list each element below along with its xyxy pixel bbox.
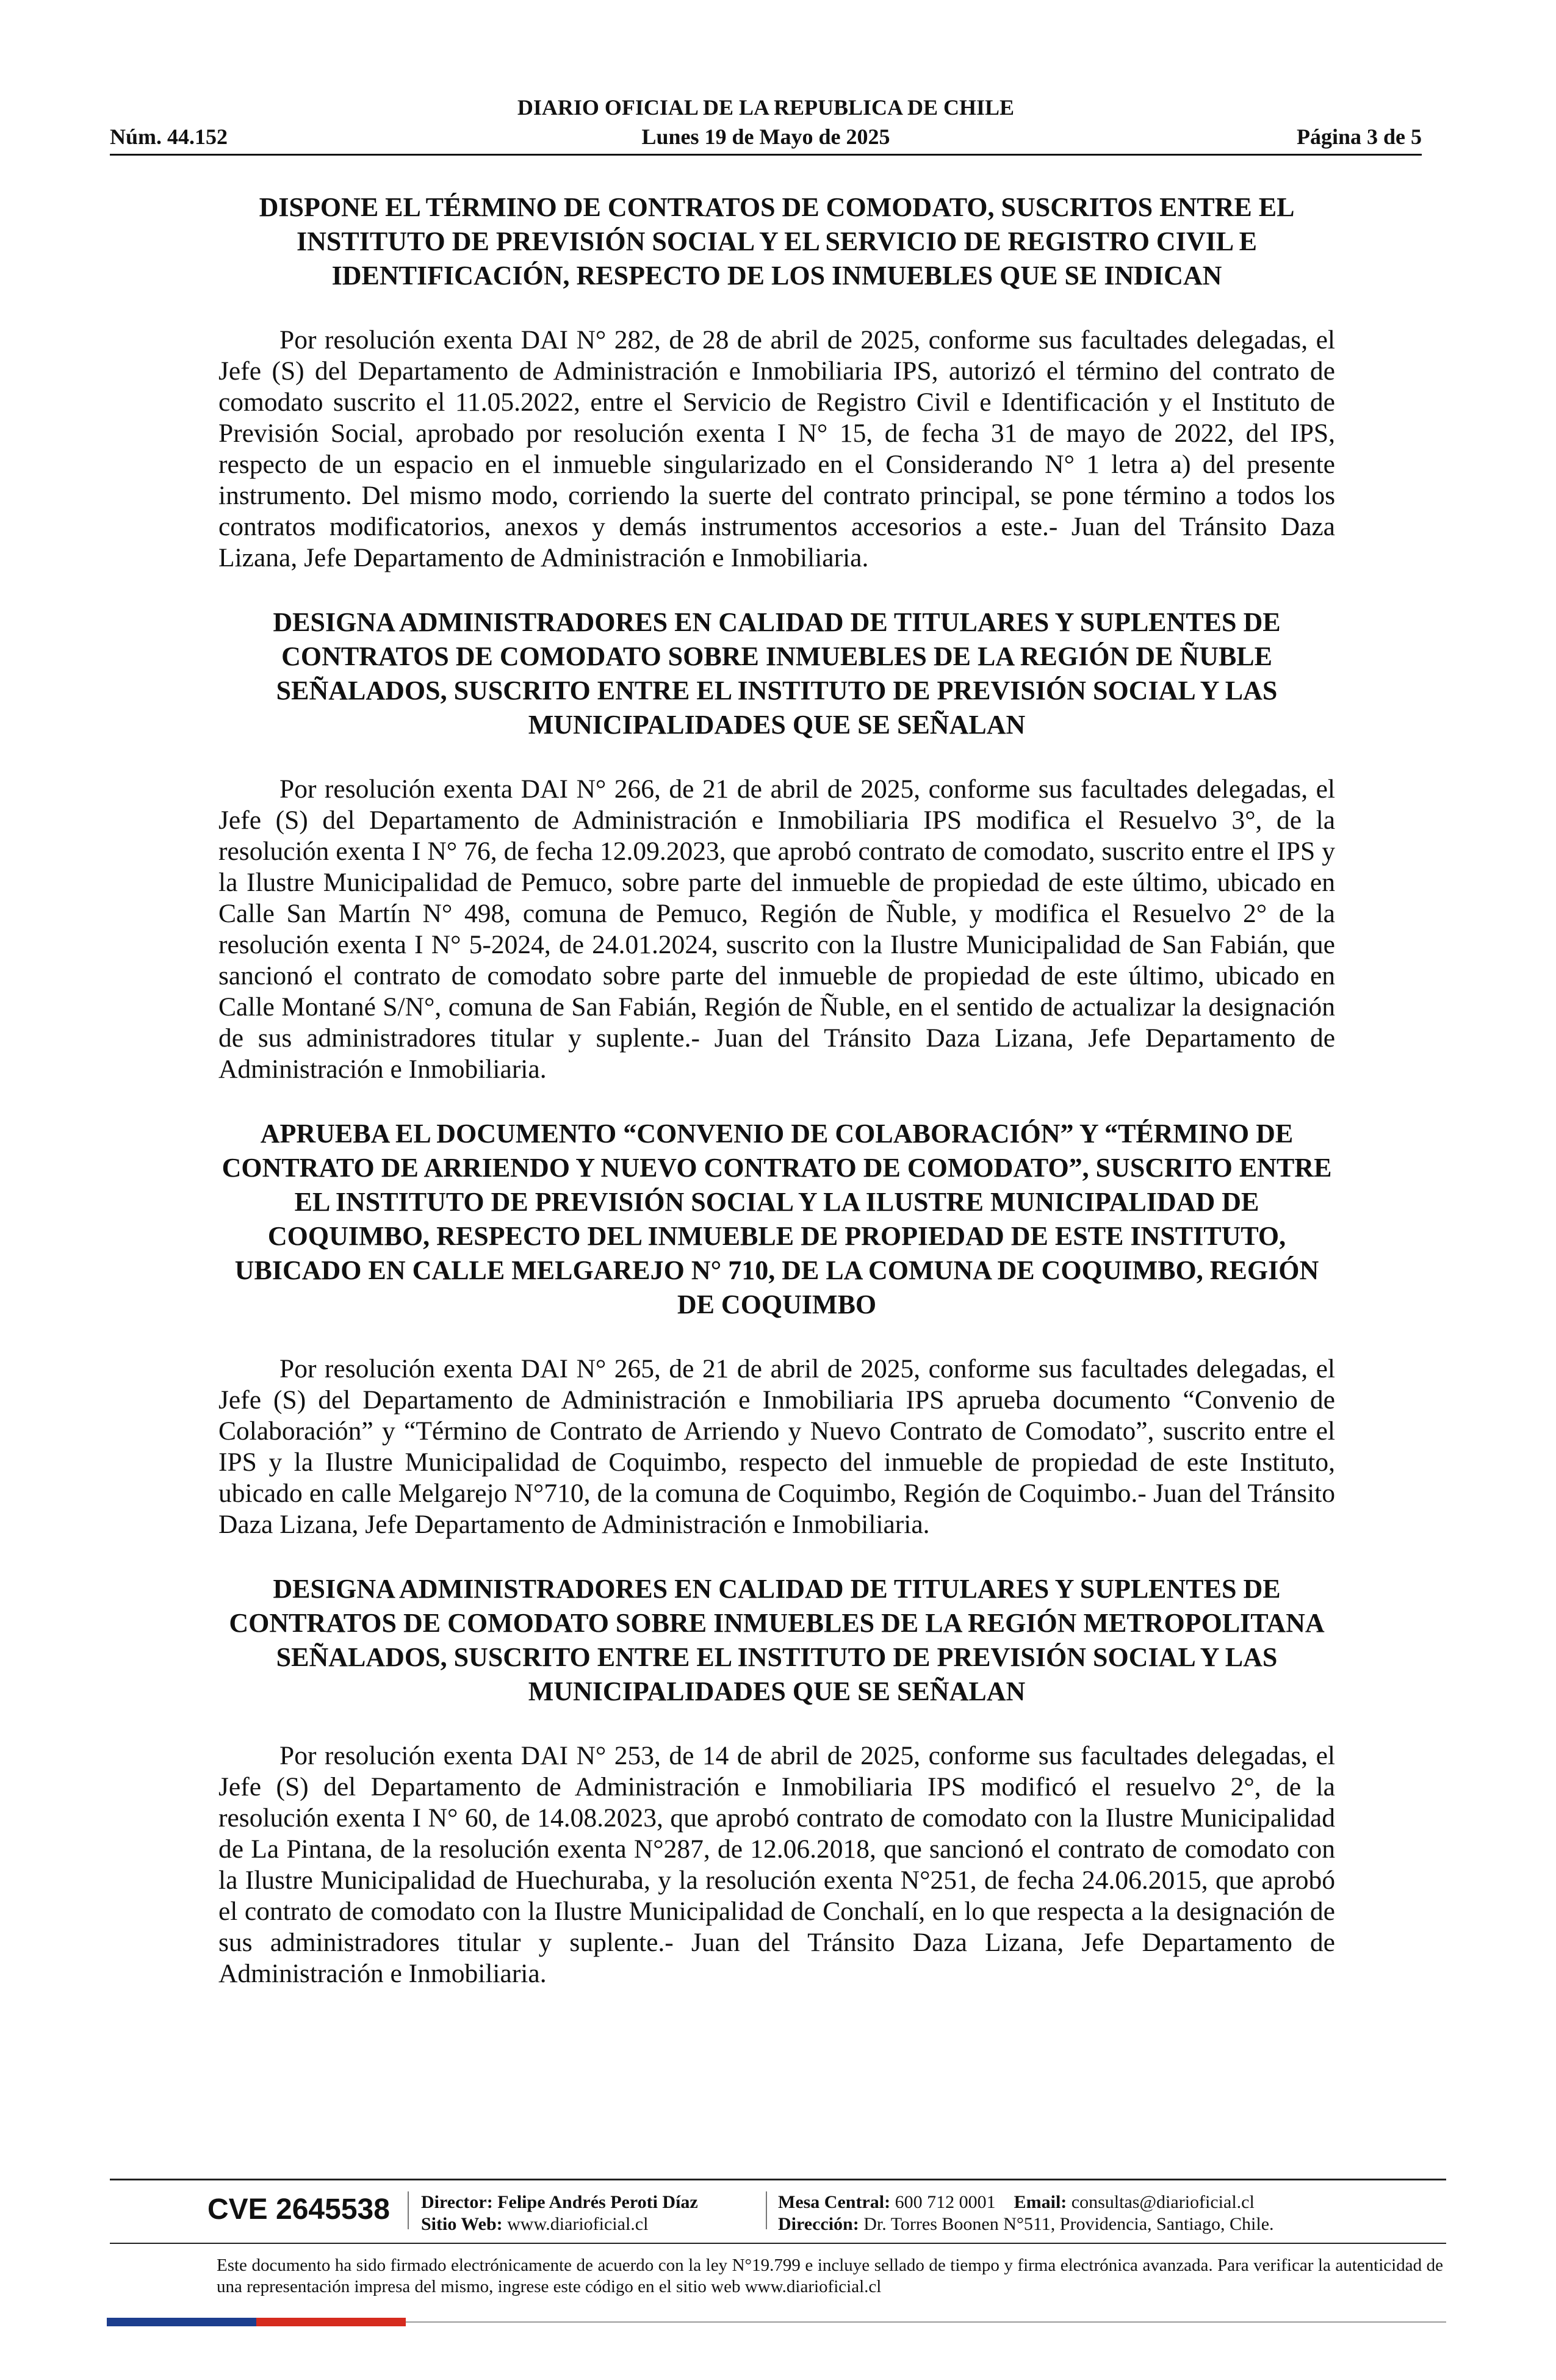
address-label: Dirección: [778,2214,859,2234]
publication-title: DIARIO OFICIAL DE LA REPUBLICA DE CHILE [517,95,1015,120]
signature-note: Este documento ha sido firmado electrónicamente de acuerdo con la ley N°19.799 e incluye sellado de tiempo y firma electrónica avanzada. Para verificar la autenticidad de una representación impresa del mismo, ingrese este código en el sitio web www.diarioficial.cl [217,2256,1443,2296]
flag-red-segment [256,2318,406,2326]
section-body: Por resolución exenta DAI N° 282, de 28 de abril de 2025, conforme sus facultades delegadas, el Jefe (S) del Departamento de Administración e Inmobiliaria IPS, autorizó el término del contrato de comodato suscrito el 11.05.2022, entre el Servicio de Registro Civil e Identificación y el Instituto de Previsión Social, aprobado por resolución exenta I N° 15, de fecha 31 de mayo de 2022, del IPS, respecto de un espacio en el inmueble singularizado en el Considerando N° 1 letra a) del presente instrumento. Del mismo modo, corriendo la suerte del contrato principal, se pone término a todos los contratos modificatorios, anexos y demás instrumentos accesorios a este.- Juan del Tránsito Daza Lizana, Jefe Departamento de Administración e Inmobiliaria. [218,325,1335,572]
section-title: DISPONE EL TÉRMINO DE CONTRATOS DE COMODATO, SUSCRITOS ENTRE EL INSTITUTO DE PREVISIÓN SOCIAL Y EL SERVICIO DE REGISTRO CIVIL E IDENTIFICACIÓN, RESPECTO DE LOS INMUEBLES QUE SE INDICAN [259,192,1295,290]
footer-contact-block [778,2191,1274,2235]
section-1 [218,190,1335,574]
page-indicator: Página 3 de 5 [1296,124,1422,149]
director-name: Director: Felipe Andrés Peroti Díaz [421,2192,698,2212]
section-title: DESIGNA ADMINISTRADORES EN CALIDAD DE TITULARES Y SUPLENTES DE CONTRATOS DE COMODATO SOBRE INMUEBLES DE LA REGIÓN METROPOLITANA SEÑALADOS, SUSCRITO ENTRE EL INSTITUTO DE PREVISIÓN SOCIAL Y LAS MUNICIPALIDADES QUE SE SEÑALAN [229,1574,1325,1706]
footer-divider [408,2191,409,2229]
section-4 [218,1572,1335,1989]
phone-number: 600 712 0001 [895,2192,996,2212]
phone-label: Mesa Central: [778,2192,891,2212]
email-label: Email: [1014,2192,1067,2212]
footer-director-block [421,2191,698,2235]
header-rule [110,154,1422,156]
email-link[interactable]: consultas@diarioficial.cl [1071,2192,1255,2212]
section-body: Por resolución exenta DAI N° 265, de 21 de abril de 2025, conforme sus facultades delegadas, el Jefe (S) del Departamento de Administración e Inmobiliaria IPS aprueba documento “Convenio de Colaboración” y “Término de Contrato de Arriendo y Nuevo Contrato de Comodato”, suscrito entre el IPS y la Ilustre Municipalidad de Coquimbo, respecto del inmueble de propiedad de este Instituto, ubicado en calle Melgarejo N°710, de la comuna de Coquimbo, Región de Coquimbo.- Juan del Tránsito Daza Lizana, Jefe Departamento de Administración e Inmobiliaria. [218,1354,1335,1539]
footer-divider [766,2191,767,2229]
section-title: APRUEBA EL DOCUMENTO “CONVENIO DE COLABORACIÓN” Y “TÉRMINO DE CONTRATO DE ARRIENDO Y NUEVO CONTRATO DE COMODATO”, SUSCRITO ENTRE EL INSTITUTO DE PREVISIÓN SOCIAL Y LA ILUSTRE MUNICIPALIDAD DE COQUIMBO, RESPECTO DEL INMUEBLE DE PROPIEDAD DE ESTE INSTITUTO, UBICADO EN CALLE MELGAREJO N° 710, DE LA COMUNA DE COQUIMBO, REGIÓN DE COQUIMBO [222,1119,1332,1319]
page-footer [110,2179,1446,2298]
issue-date: Lunes 19 de Mayo de 2025 [641,124,890,149]
section-3 [218,1117,1335,1540]
website-label: Sitio Web: [421,2214,503,2234]
section-2 [218,605,1335,1085]
footer-mid-rule [110,2243,1446,2244]
section-title: DESIGNA ADMINISTRADORES EN CALIDAD DE TITULARES Y SUPLENTES DE CONTRATOS DE COMODATO SOBRE INMUEBLES DE LA REGIÓN DE ÑUBLE SEÑALADOS, SUSCRITO ENTRE EL INSTITUTO DE PREVISIÓN SOCIAL Y LAS MUNICIPALIDADES QUE SE SEÑALAN [273,607,1281,740]
footer-end-rule [406,2321,1446,2323]
section-body: Por resolución exenta DAI N° 253, de 14 de abril de 2025, conforme sus facultades delegadas, el Jefe (S) del Departamento de Administración e Inmobiliaria IPS modificó el resuelvo 2°, de la resolución exenta I N° 60, de 14.08.2023, que aprobó contrato de comodato con la Ilustre Municipalidad de La Pintana, de la resolución exenta N°287, de 12.06.2018, que sancionó el contrato de comodato con la Ilustre Municipalidad de Huechuraba, y la resolución exenta N°251, de fecha 24.06.2015, que aprobó el contrato de comodato con la Ilustre Municipalidad de Conchalí, en lo que respecta a la designación de sus administradores titular y suplente.- Juan del Tránsito Daza Lizana, Jefe Departamento de Administración e Inmobiliaria. [218,1741,1335,1988]
issue-number: Núm. 44.152 [110,124,228,149]
flag-blue-segment [107,2318,256,2326]
website-link[interactable]: www.diarioficial.cl [507,2214,649,2234]
document-body [218,190,1335,2021]
address-text: Dr. Torres Boonen N°511, Providencia, Santiago, Chile. [863,2214,1274,2234]
chile-flag-stripe [107,2318,406,2326]
section-body: Por resolución exenta DAI N° 266, de 21 de abril de 2025, conforme sus facultades delegadas, el Jefe (S) del Departamento de Administración e Inmobiliaria IPS modifica el Resuelvo 3°, de la resolución exenta I N° 76, de fecha 12.09.2023, que aprobó contrato de comodato, suscrito entre el IPS y la Ilustre Municipalidad de Pemuco, sobre parte del inmueble de propiedad de este último, ubicado en Calle San Martín N° 498, comuna de Pemuco, Región de Ñuble, y modifica el Resuelvo 2° de la resolución exenta I N° 5-2024, de 24.01.2024, suscrito con la Ilustre Municipalidad de San Fabián, que sancionó el contrato de comodato sobre parte del inmueble de propiedad de este último, ubicado en Calle Montané S/N°, comuna de San Fabián, Región de Ñuble, en el sentido de actualizar la designación de sus administradores titular y suplente.- Juan del Tránsito Daza Lizana, Jefe Departamento de Administración e Inmobiliaria. [218,774,1335,1084]
cve-code: CVE 2645538 [207,2193,390,2226]
page-header [110,93,1422,156]
